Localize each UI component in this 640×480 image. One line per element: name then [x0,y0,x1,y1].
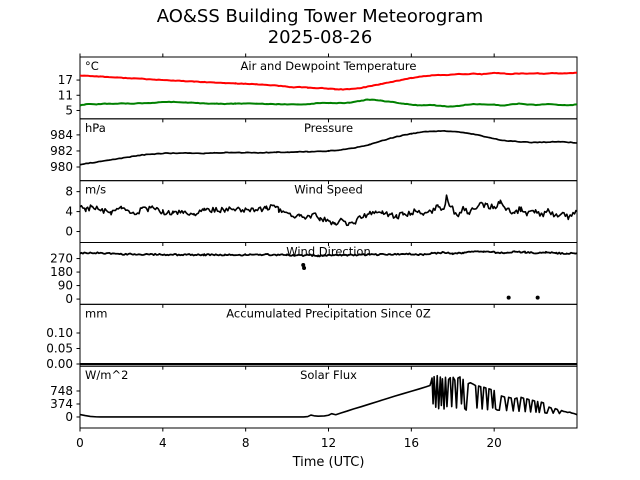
series-pressure [80,131,577,165]
x-tick-label: 0 [76,436,84,450]
panel-title: Wind Direction [286,244,371,259]
wind-direction-outliers-dot [507,296,511,300]
x-tick-label: 8 [241,436,250,450]
panel-unit-label: mm [85,306,108,321]
y-tick-label: 270 [50,251,73,266]
figure-date-subtitle: 2025-08-26 [267,27,373,48]
y-tick-label: 90 [57,278,73,293]
x-tick-label: 16 [403,436,419,450]
panel-unit-label: W/m^2 [85,368,129,383]
series-wind-speed [80,195,577,225]
y-tick-label: 0 [65,409,73,424]
panel-pressure [50,119,577,184]
x-tick-label: 4 [159,436,167,450]
y-tick-label: 982 [50,143,73,158]
y-tick-label: 0.05 [46,341,73,356]
y-tick-label: 748 [50,383,73,398]
figure-title: AO&SS Building Tower Meteorogram [156,6,484,27]
panel-precipitation [46,304,577,371]
y-tick-label: 17 [57,73,73,88]
x-axis-label: Time (UTC) [292,455,365,470]
y-tick-label: 0.00 [46,356,73,371]
y-tick-label: 980 [50,160,73,175]
y-tick-label: 374 [50,396,73,411]
wind-direction-outliers-dot [536,296,540,300]
panel-unit-label: hPa [85,120,106,135]
panel-title: Wind Speed [294,182,363,197]
panel-unit-label: m/s [85,182,107,197]
series-air-temperature [80,73,577,90]
y-tick-label: 0 [65,292,73,307]
y-tick-label: 984 [50,127,73,142]
panel-title: Solar Flux [300,368,357,383]
y-tick-label: 5 [65,103,73,118]
y-tick-label: 180 [50,265,73,280]
y-tick-label: 0.10 [46,326,73,341]
y-tick-label: 4 [65,204,73,219]
panel-unit-label: °C [85,59,99,73]
y-tick-label: 0 [65,224,73,239]
panel-temperature [58,54,577,123]
panel-wind-direction [50,243,577,308]
panel-title: Accumulated Precipitation Since 0Z [226,306,431,321]
panel-title: Air and Dewpoint Temperature [240,59,417,73]
x-tick-label: 12 [320,436,337,450]
y-tick-label: 11 [57,88,73,103]
y-tick-label: 8 [65,184,73,199]
panel-title: Pressure [303,120,354,135]
wind-direction-outliers-dot [302,266,306,270]
panel-wind-speed [65,181,577,246]
series-dewpoint-temperature [80,100,577,107]
panel-solar-flux [50,366,577,431]
x-tick-label: 20 [486,436,502,450]
